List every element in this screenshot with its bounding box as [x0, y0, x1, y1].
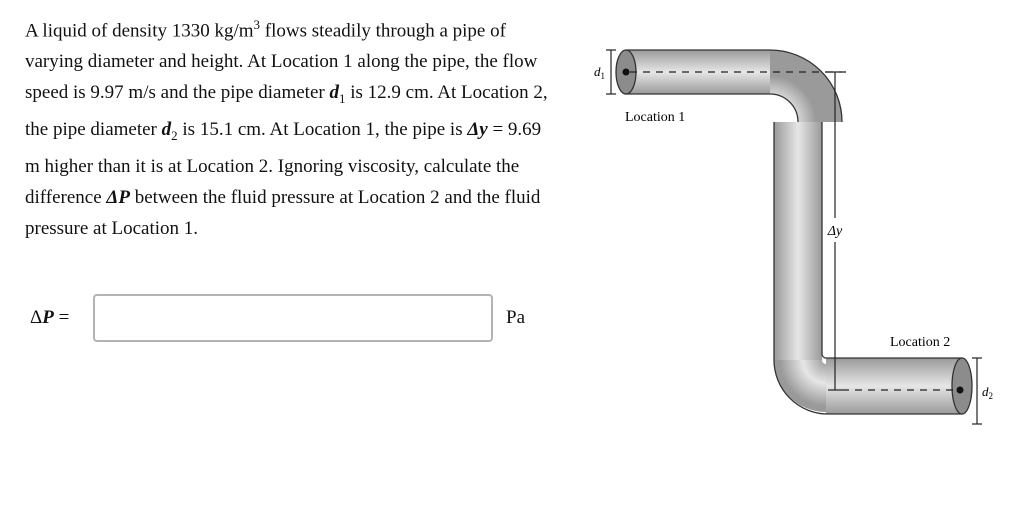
unit-label: Pa [506, 307, 525, 328]
problem-text-part: flows steadily through a pipe of varying diameter and height. At Location 1 along the pipe, the flow speed is 9.97 m/s and the pipe diameter [25, 20, 538, 104]
problem-text-part: is 12.9 cm. At Location 2, the pipe diameter [25, 82, 548, 141]
problem-text [25, 9, 550, 244]
pipe-body [626, 50, 962, 414]
dy-variable: Δy [467, 119, 488, 141]
d2-variable: $d_2$ [161, 119, 178, 143]
problem-text-part: A liquid of density 1330 kg/m [25, 20, 254, 42]
location1-point [623, 69, 630, 76]
dy-label: Δy [827, 224, 843, 239]
problem-statement [25, 9, 550, 244]
d1-label: $d_1$ [594, 64, 605, 81]
problem-text-part: between the fluid pressure at Location 2 and the fluid pressure at Location 1. [25, 186, 541, 239]
density-unit-exponent: 3 [253, 17, 261, 32]
location2-label: Location 2 [890, 335, 951, 350]
problem-text-part: is 15.1 cm. At Location 1, the pipe is [177, 119, 468, 141]
location1-label: Location 1 [625, 110, 686, 125]
dp-variable: ΔP [106, 186, 130, 208]
d1-variable: $d_1$ [329, 82, 346, 107]
d2-label: $d_2$ [982, 384, 993, 401]
pipe-diagram [580, 40, 1000, 440]
answer-row [30, 294, 550, 344]
answer-input[interactable] [93, 294, 493, 342]
pipe-end-right [952, 358, 972, 414]
answer-label: ΔP = [30, 307, 70, 328]
location2-point [957, 387, 964, 394]
problem-text-part: = 9.69 m higher than it is at Location 2. Ignoring viscosity, calculate the difference [25, 119, 542, 208]
